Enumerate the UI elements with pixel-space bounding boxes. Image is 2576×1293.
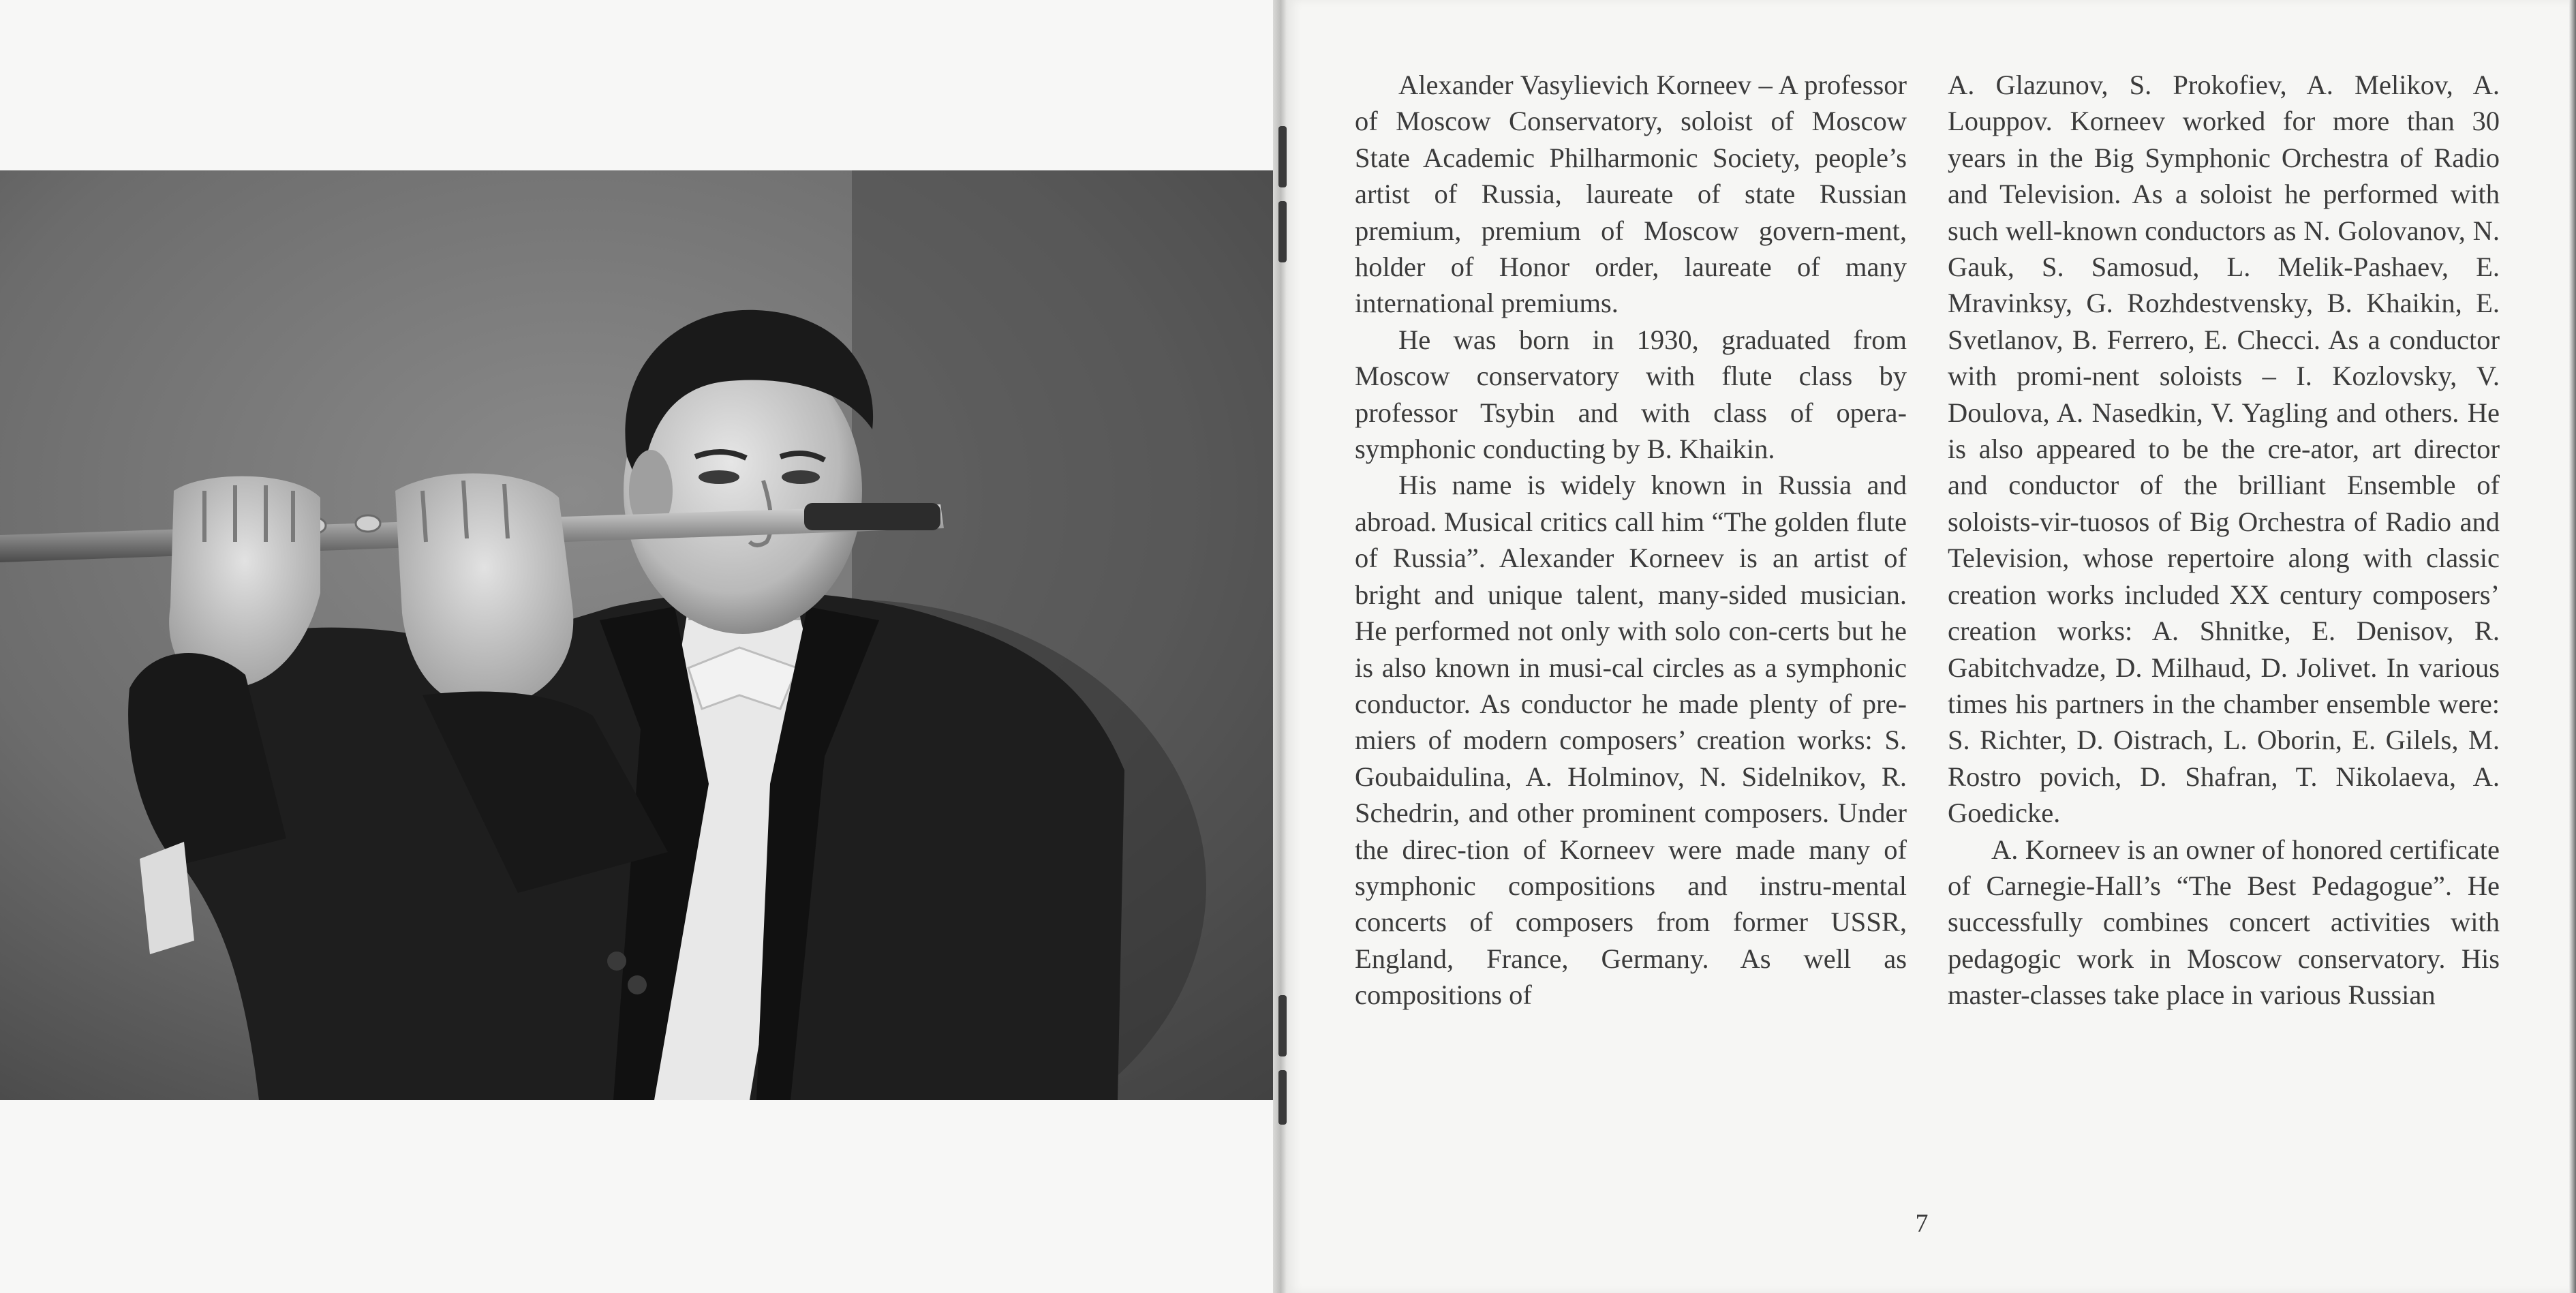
staple-bottom [1278,995,1287,1056]
text-column-left [1355,67,1907,1014]
page-number: 7 [1915,1209,1929,1238]
left-page [0,0,1281,1293]
text-column-right [1948,67,2500,1014]
paragraph: Alexander Vasylievich Korneev – A professor of Moscow Conservatory, soloist of Moscow State Academic Philharmonic Society, people’s artist of Russia, laureate of state Russian premium, premium of Moscow govern-ment, holder of Honor order, laureate of many international premiums. [1355,70,1907,319]
paragraph: His name is widely known in Russia and abroad. Musical critics call him “The golden flute of Russia”. Alexander Korneev is an artist of bright and unique talent, many-sided musician. He performed not only with solo con-certs but he is also known in musi-cal circles as a symphonic conductor. As conductor he made plenty of pre-miers of modern composers’ creation works: S. Goubaidulina, A. Holminov, N. Sidelnikov, R. Schedrin, and other prominent composers. Under the direc-tion of Korneev were made many of symphonic compositions and instru-mental concerts of composers from former USSR, England, France, Germany. As well as compositions of [1355,470,1907,1011]
flute-player-photo [0,170,1276,1100]
page-edge [2569,0,2576,1293]
staple-top-2 [1278,201,1287,262]
staple-top [1278,126,1287,187]
paragraph: A. Korneev is an owner of honored certificate of Carnegie-Hall’s “The Best Pedagogue”. He successfully combines concert activities with pedagogic work in Moscow conservatory. His master-classes take place in various Russian [1948,834,2500,1011]
paragraph: He was born in 1930, graduated from Moscow conservatory with flute class by professor Tsybin and with class of opera-symphonic conducting by B. Khaikin. [1355,324,1907,465]
paragraph: A. Glazunov, S. Prokofiev, A. Melikov, A. Louppov. Korneev worked for more than 30 years in the Big Symphonic Orchestra of Radio and Television. As a soloist he performed with such well-known conductors as N. Golovanov, N. Gauk, S. Samosud, L. Melik-Pashaev, E. Mravinksy, G. Rozhdestvensky, B. Khaikin, E. Svetlanov, B. Ferrero, E. Checci. As a conductor with promi-nent soloists – I. Kozlovsky, V. Doulova, A. Nasedkin, V. Yagling and others. He is also appeared to be the cre-ator, art director and conductor of the brilliant Ensemble of soloists-vir-tuosos of Big Orchestra of Radio and Television, whose repertoire along with classic creation works included XX century composers’ creation works: A. Shnitke, E. Denisov, R. Gabitchvadze, D. Milhaud, D. Jolivet. In various times his partners in the chamber ensemble were: S. Richter, D. Oistrach, L. Oborin, E. Gilels, M. Rostro povich, D. Shafran, T. Nikolaeva, A. Goedicke. [1948,70,2500,829]
right-page [1289,0,2576,1293]
staple-bottom-2 [1278,1070,1287,1125]
